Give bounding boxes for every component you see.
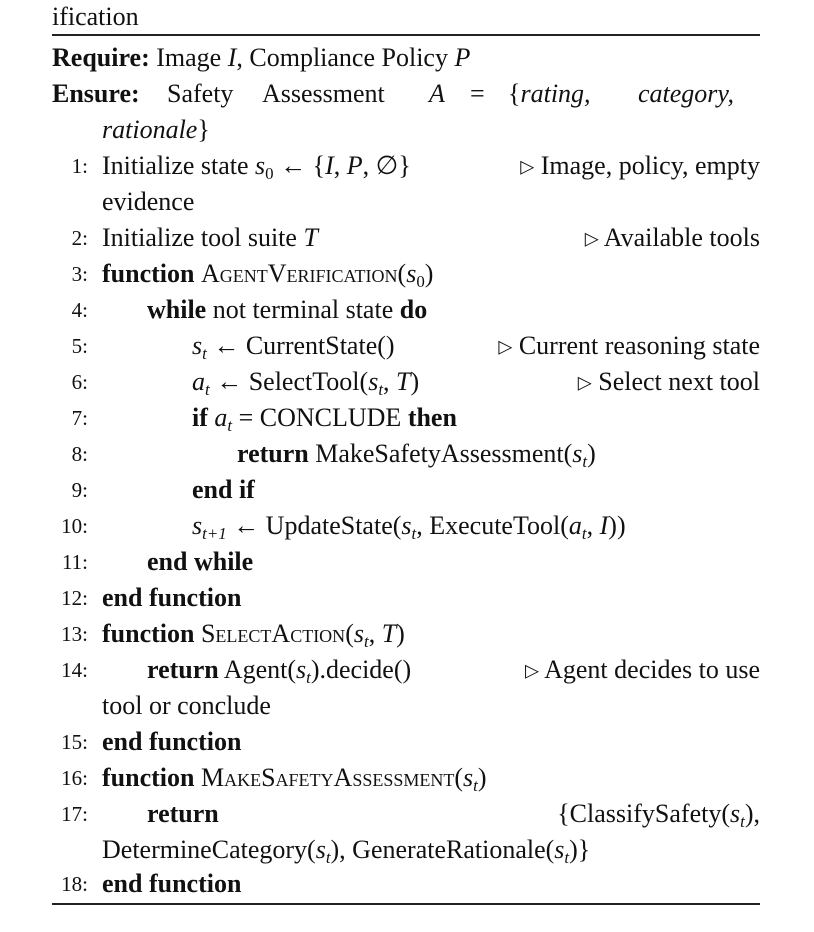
algo-line-6: 6: $a_t$ ← $SelectTool(s_t$, T) ▷ Select next tool (71, 367, 760, 400)
algo-line-17-cont: $DetermineCategory(s_t)$, $GenerateRationale(s_t)$} (102, 835, 591, 868)
top-rule (52, 34, 760, 36)
algo-line-1-cont: evidence (102, 187, 195, 216)
ensure-keyword: Ensure: (52, 79, 140, 108)
algo-line-4: 4: while not terminal state do (71, 295, 428, 324)
algo-line-17: 17: return {$ClassifySafety(s_t)$, (61, 799, 760, 832)
algo-line-12: 12: end function (61, 583, 242, 612)
algo-line-16: 16: function $MakeSafetyAssessment(s_t)$ (61, 763, 487, 796)
ensure-line-cont: rationale} (102, 115, 210, 144)
algo-line-1: 1: Initialize state $s_0$ ← {I, P, ∅} ▷ Image, policy, empty (71, 151, 760, 184)
algo-line-2: 2: Initialize tool suite T ▷ Available tools (71, 223, 760, 252)
comment-triangle-icon: ▷ (520, 156, 535, 177)
comment-triangle-icon: ▷ (525, 660, 540, 681)
algo-line-8: 8: return $MakeSafetyAssessment(s_t)$ (71, 439, 596, 472)
algo-line-9: 9: end if (71, 475, 255, 504)
algo-line-3: 3: function $AgentVerification(s_0)$ (71, 259, 434, 292)
algo-line-11: 11: end while (61, 547, 254, 576)
algo-line-18: 18: end function (61, 869, 242, 898)
comment-triangle-icon: ▷ (584, 228, 599, 249)
algo-line-15: 15: end function (61, 727, 242, 756)
require-keyword: Require: (52, 43, 150, 72)
comment-triangle-icon: ▷ (577, 372, 592, 393)
algo-line-14: 14: return $Agent(s_t).decide()$ ▷ Agent decides to use (61, 655, 760, 688)
require-line: Require: Image I, Compliance Policy P (52, 43, 471, 72)
comment-triangle-icon: ▷ (498, 336, 513, 357)
ensure-line: Ensure: Safety Assessment A = {rating, category, (52, 79, 735, 108)
algo-line-5: 5: $s_t$ ← CurrentState() ▷ Current reasoning state (71, 331, 760, 364)
bottom-rule (52, 903, 760, 905)
algo-line-14-cont: tool or conclude (102, 691, 271, 720)
caption-fragment: ification (52, 2, 139, 31)
algo-line-7: 7: if $a_t$ = CONCLUDE then (71, 403, 457, 436)
algo-line-10: 10: $s_{t+1}$ ← $UpdateState(s_t$, $ExecuteTool(a_t$, I)) (61, 511, 626, 544)
algo-line-13: 13: function $SelectAction(s_t$, T) (61, 619, 405, 652)
